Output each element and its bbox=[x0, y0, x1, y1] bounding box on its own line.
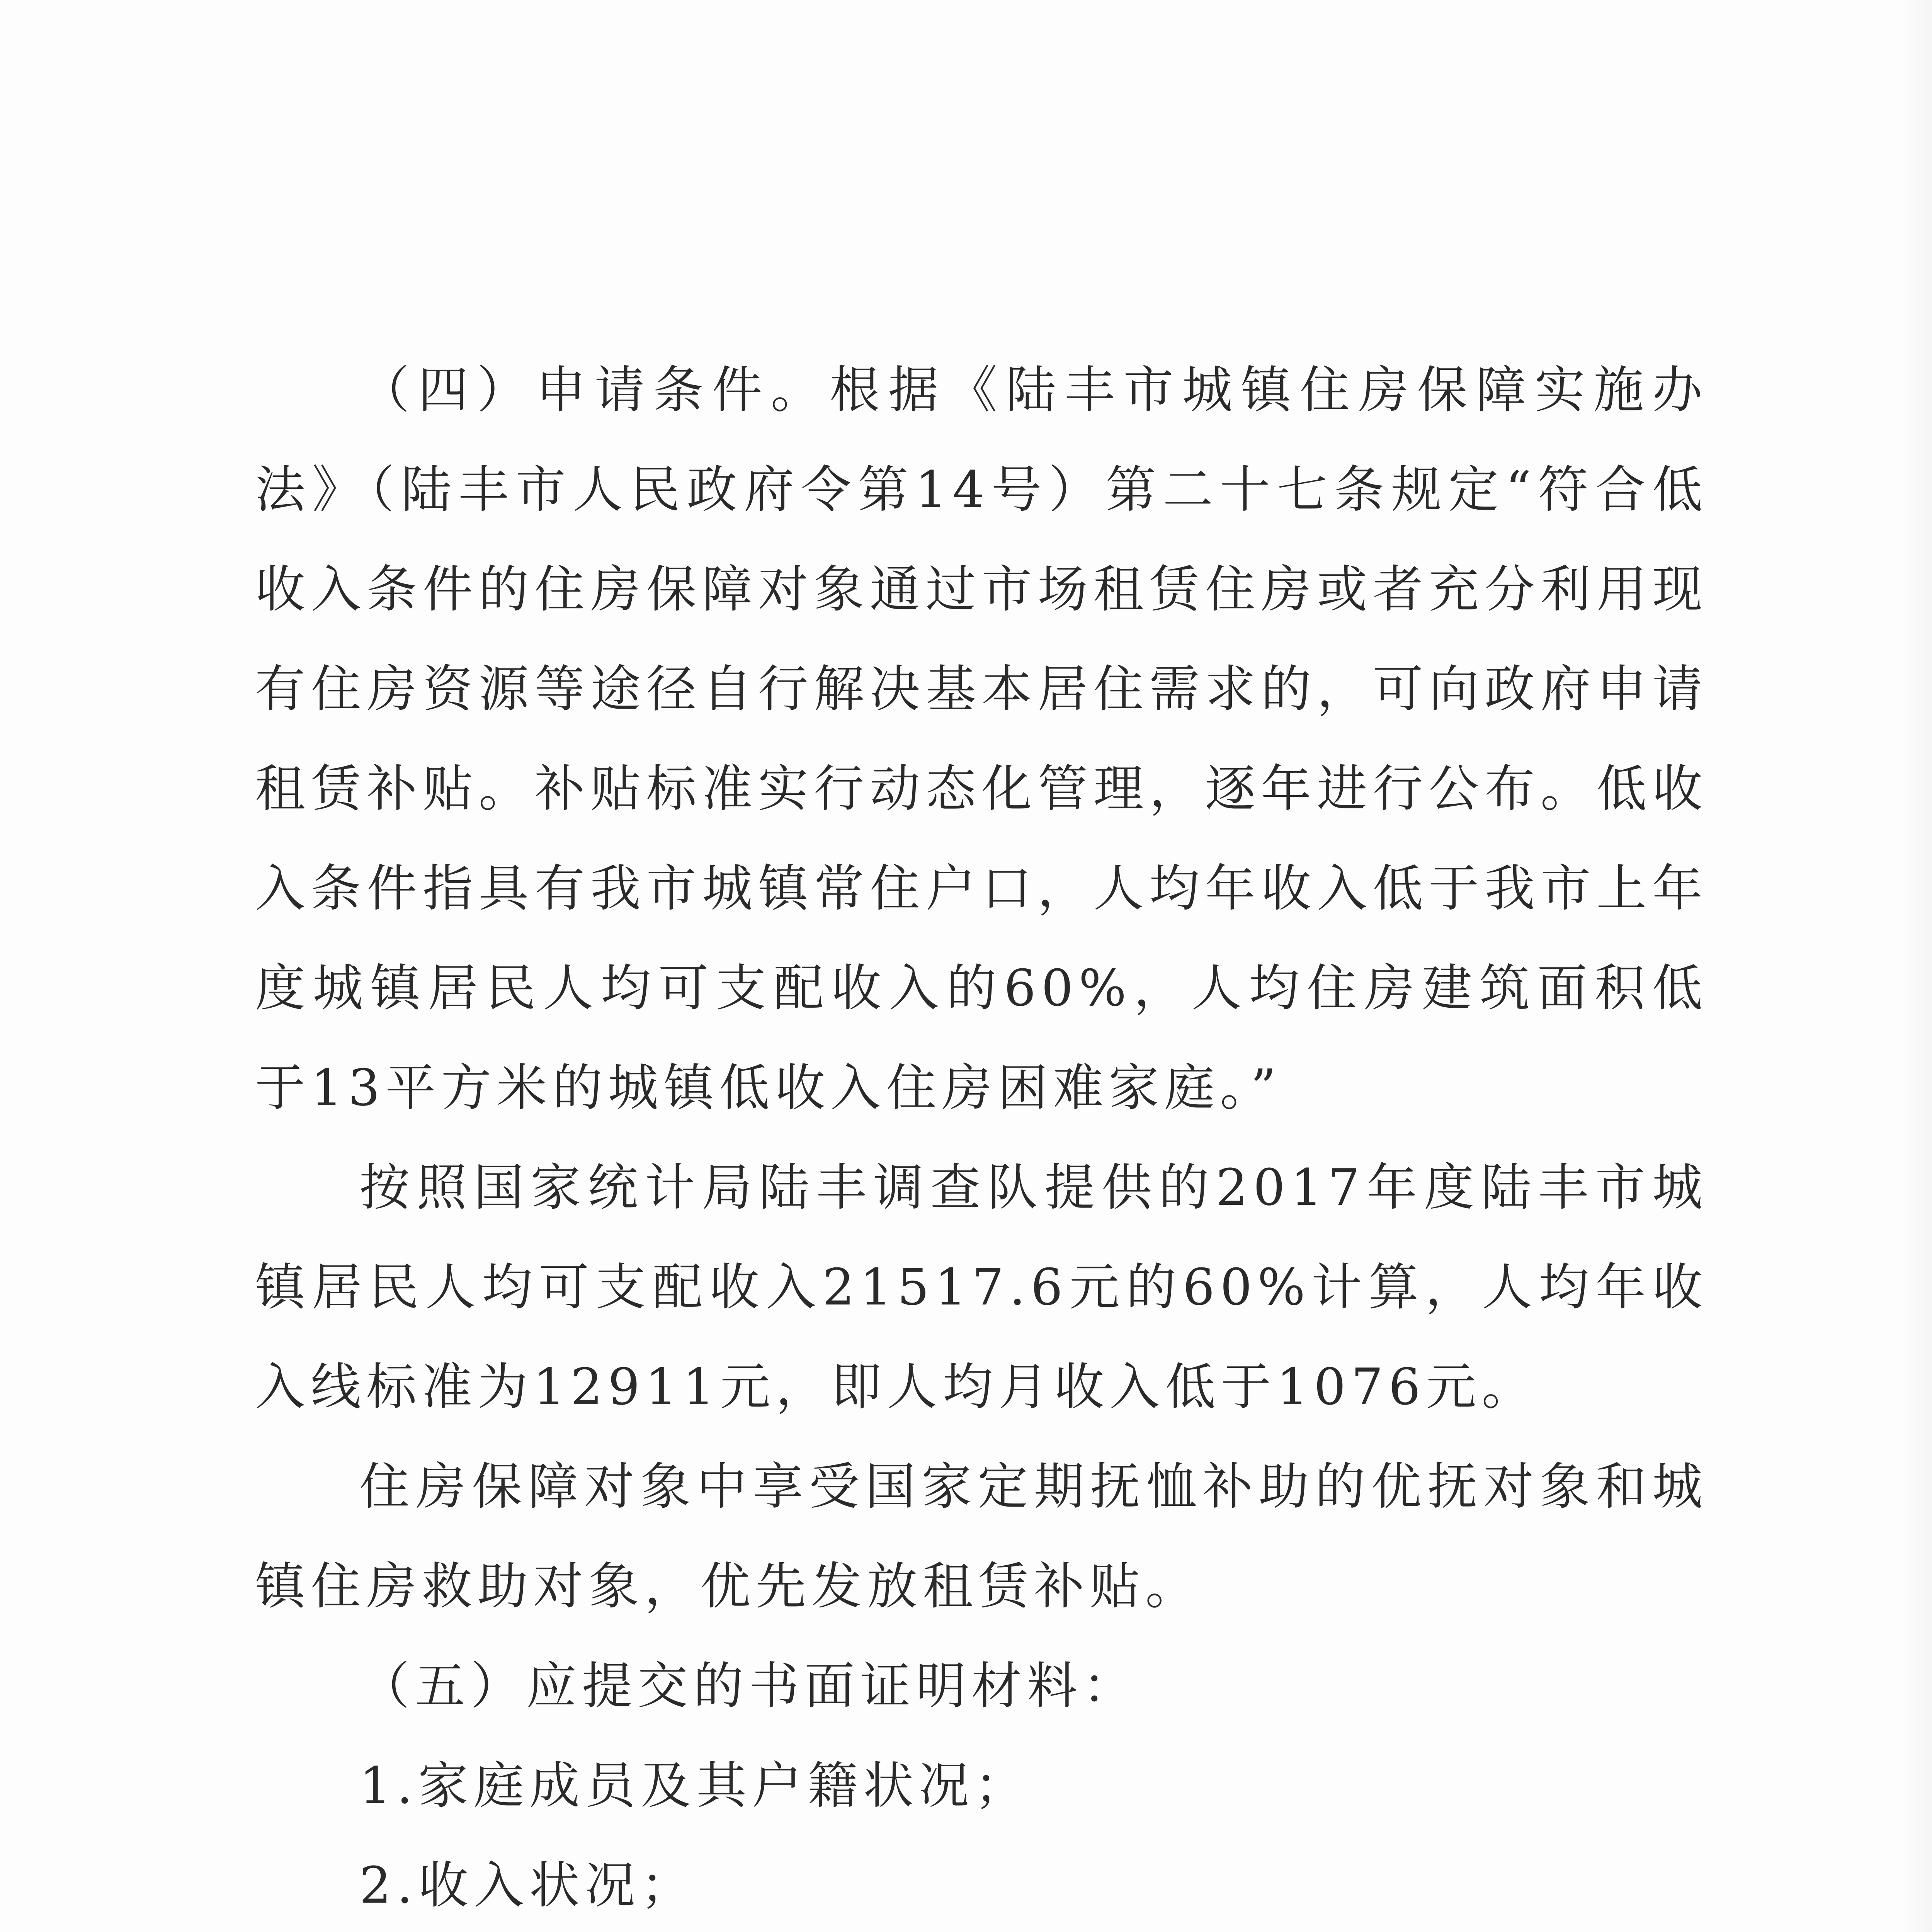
paragraph-income-standard: 按照国家统计局陆丰调查队提供的2017年度陆丰市城镇居民人均可支配收入21517.6元的60%计算，人均年收入线标准为12911元，即人均月收入低于1076元。 bbox=[255, 1158, 1708, 1416]
paragraph-priority: 住房保障对象中享受国家定期抚恤补助的优抚对象和城镇住房救助对象，优先发放租赁补贴。 bbox=[255, 1457, 1708, 1616]
section-heading-materials: （五）应提交的书面证明材料： bbox=[359, 1656, 1139, 1715]
scan-edge bbox=[1902, 0, 1932, 1932]
list-item: 2.收入状况； bbox=[359, 1856, 697, 1915]
paragraph-application-conditions: （四）申请条件。根据《陆丰市城镇住房保障实施办法》（陆丰市人民政府令第14号）第二十七条规定“符合低收入条件的住房保障对象通过市场租赁住房或者充分利用现有住房资源等途径自行解决基本居住需求的，可向政府申请租赁补贴。补贴标准实行动态化管理，逐年进行公布。低收入条件指具有我市城镇常住户口，人均年收入低于我市上年度城镇居民人均可支配收入的60%，人均住房建筑面积低于13平方米的城镇低收入住房困难家庭。” bbox=[255, 361, 1708, 1117]
list-item: 1.家庭成员及其户籍状况； bbox=[359, 1756, 1031, 1815]
document-body bbox=[255, 340, 1708, 1932]
